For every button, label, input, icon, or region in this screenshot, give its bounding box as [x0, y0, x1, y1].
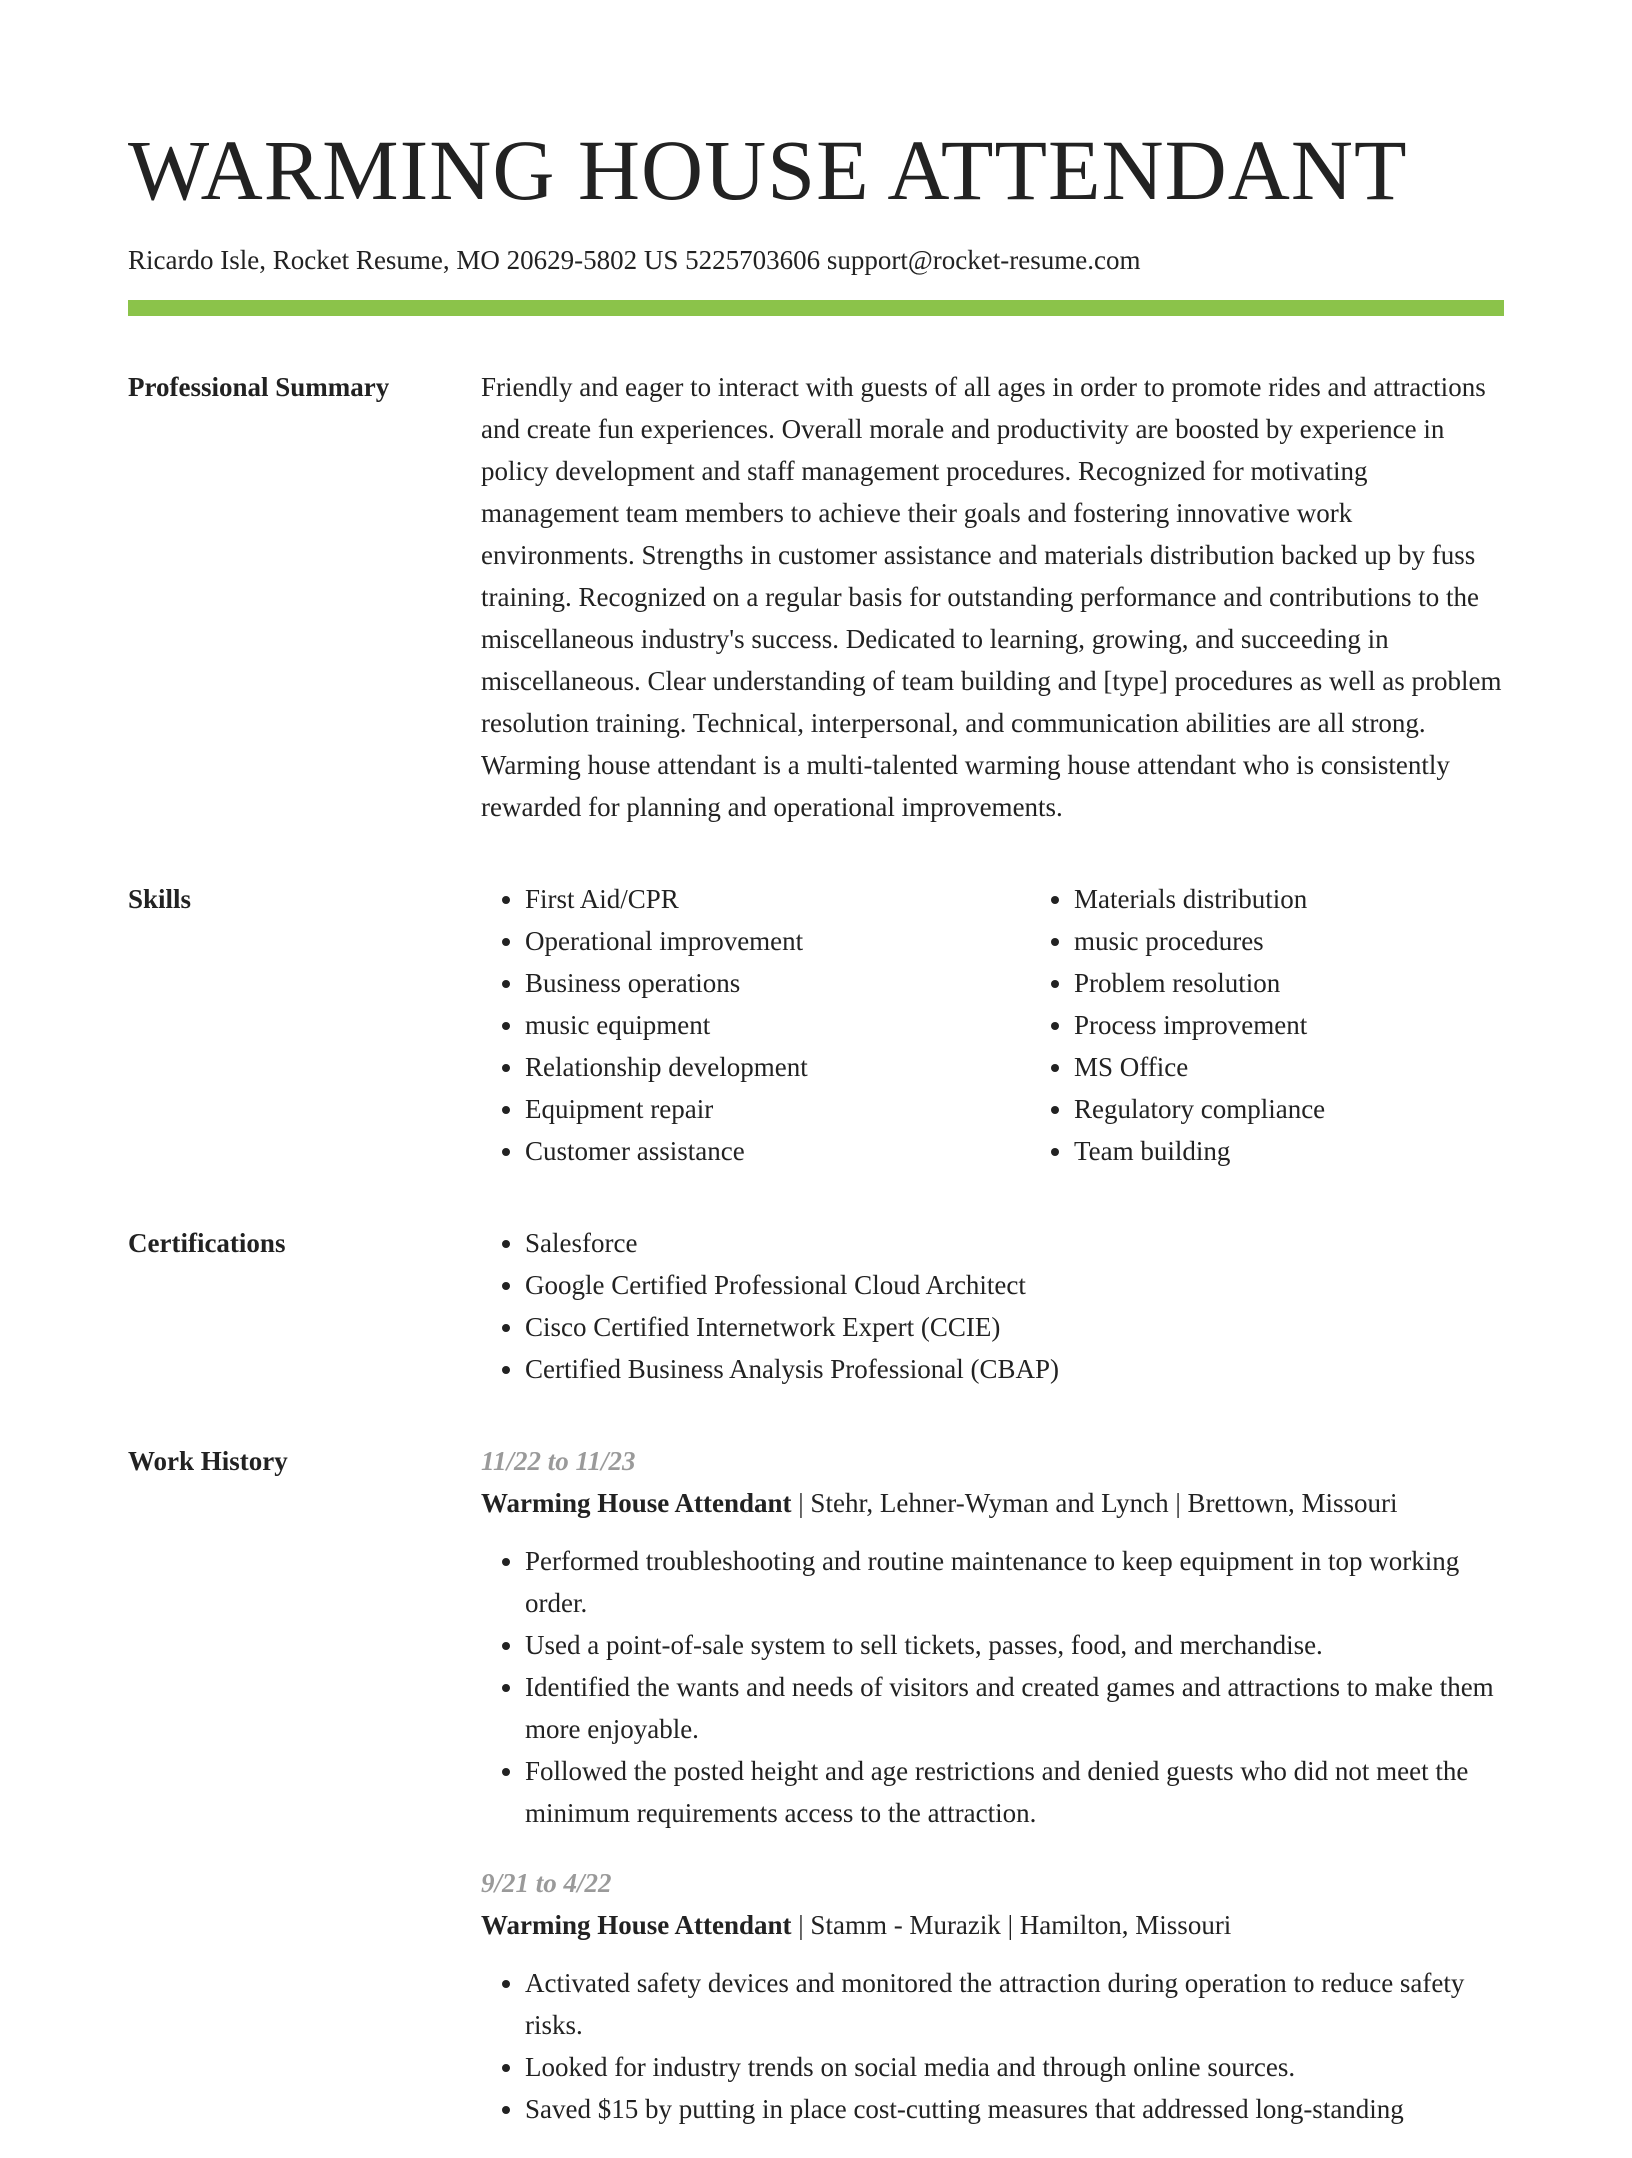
job-bullet: • Saved $15 by putting in place cost-cutting measures that addressed long-standing	[525, 2088, 1504, 2130]
job-bullet: • Followed the posted height and age restrictions and denied guests who did not meet the minimum requirements access to the attraction.	[525, 1750, 1504, 1834]
job-details: | Stamm - Murazik | Hamilton, Missouri	[791, 1910, 1232, 1940]
job-bullets	[481, 1540, 1504, 1834]
job-bullet: • Activated safety devices and monitored the attraction during operation to reduce safety risks.	[525, 1962, 1504, 2046]
skill-item: • music procedures	[1074, 920, 1579, 962]
summary-section	[128, 366, 1504, 828]
certification-item: • Salesforce	[525, 1222, 1504, 1264]
certifications-heading: Certifications	[128, 1228, 286, 1258]
skill-item: • Problem resolution	[1074, 962, 1579, 1004]
contact-line: Ricardo Isle, Rocket Resume, MO 20629-5802 US 5225703606 support@rocket-resume.com	[128, 245, 1141, 275]
work-history-heading: Work History	[128, 1446, 288, 1476]
job-bullet: • Identified the wants and needs of visitors and created games and attractions to make them more enjoyable.	[525, 1666, 1504, 1750]
skill-item: • Team building	[1074, 1130, 1579, 1172]
certifications-section	[128, 1222, 1504, 1390]
certification-item: • Google Certified Professional Cloud Architect	[525, 1264, 1504, 1306]
job-entry	[481, 1862, 1504, 2130]
skill-item: • Process improvement	[1074, 1004, 1579, 1046]
job-details: | Stehr, Lehner-Wyman and Lynch | Brettown, Missouri	[791, 1488, 1398, 1518]
skill-item: • Materials distribution	[1074, 878, 1579, 920]
skill-item: • First Aid/CPR	[525, 878, 1030, 920]
skill-item: • Equipment repair	[525, 1088, 1030, 1130]
header-divider	[128, 300, 1504, 316]
job-title: Warming House Attendant	[481, 1910, 792, 1940]
job-dates: 11/22 to 11/23	[481, 1446, 636, 1476]
job-title-line	[481, 1904, 1504, 1946]
job-bullet: • Looked for industry trends on social media and through online sources.	[525, 2046, 1504, 2088]
skill-item: • Business operations	[525, 962, 1030, 1004]
job-bullets	[481, 1962, 1504, 2130]
skill-item: • Relationship development	[525, 1046, 1030, 1088]
summary-heading: Professional Summary	[128, 372, 390, 402]
skill-item: • MS Office	[1074, 1046, 1579, 1088]
summary-text: Friendly and eager to interact with guests of all ages in order to promote rides and attractions and create fun experiences. Overall morale and productivity are boosted by experience in policy development and staff management procedures. Recognized for motivating management team members to achieve their goals and fostering innovative work environments. Strengths in customer assistance and materials distribution backed up by fuss training. Recognized on a regular basis for outstanding performance and contributions to the miscellaneous industry's success. Dedicated to learning, growing, and succeeding in miscellaneous. Clear understanding of team building and [type] procedures as well as problem resolution training. Technical, interpersonal, and communication abilities are all strong. Warming house attendant is a multi-talented warming house attendant who is consistently rewarded for planning and operational improvements.	[481, 372, 1502, 822]
job-bullet: • Performed troubleshooting and routine maintenance to keep equipment in top working order.	[525, 1540, 1504, 1624]
skills-section	[128, 878, 1504, 1172]
job-entry	[481, 1440, 1504, 1834]
job-bullet: • Used a point-of-sale system to sell tickets, passes, food, and merchandise.	[525, 1624, 1504, 1666]
skill-item: • Operational improvement	[525, 920, 1030, 962]
skill-item: • music equipment	[525, 1004, 1030, 1046]
job-title: Warming House Attendant	[481, 1488, 792, 1518]
certifications-list	[481, 1222, 1504, 1390]
certification-item: • Cisco Certified Internetwork Expert (CCIE)	[525, 1306, 1504, 1348]
skills-list-left	[481, 878, 1030, 1172]
resume-title: WARMING HOUSE ATTENDANT	[128, 122, 1408, 218]
job-title-line	[481, 1482, 1504, 1524]
certification-item: • Certified Business Analysis Professional (CBAP)	[525, 1348, 1504, 1390]
skill-item: • Customer assistance	[525, 1130, 1030, 1172]
skills-heading: Skills	[128, 884, 192, 914]
skill-item: • Regulatory compliance	[1074, 1088, 1579, 1130]
skills-list-right	[1030, 878, 1579, 1172]
work-history-section	[128, 1440, 1504, 2158]
job-dates: 9/21 to 4/22	[481, 1868, 612, 1898]
